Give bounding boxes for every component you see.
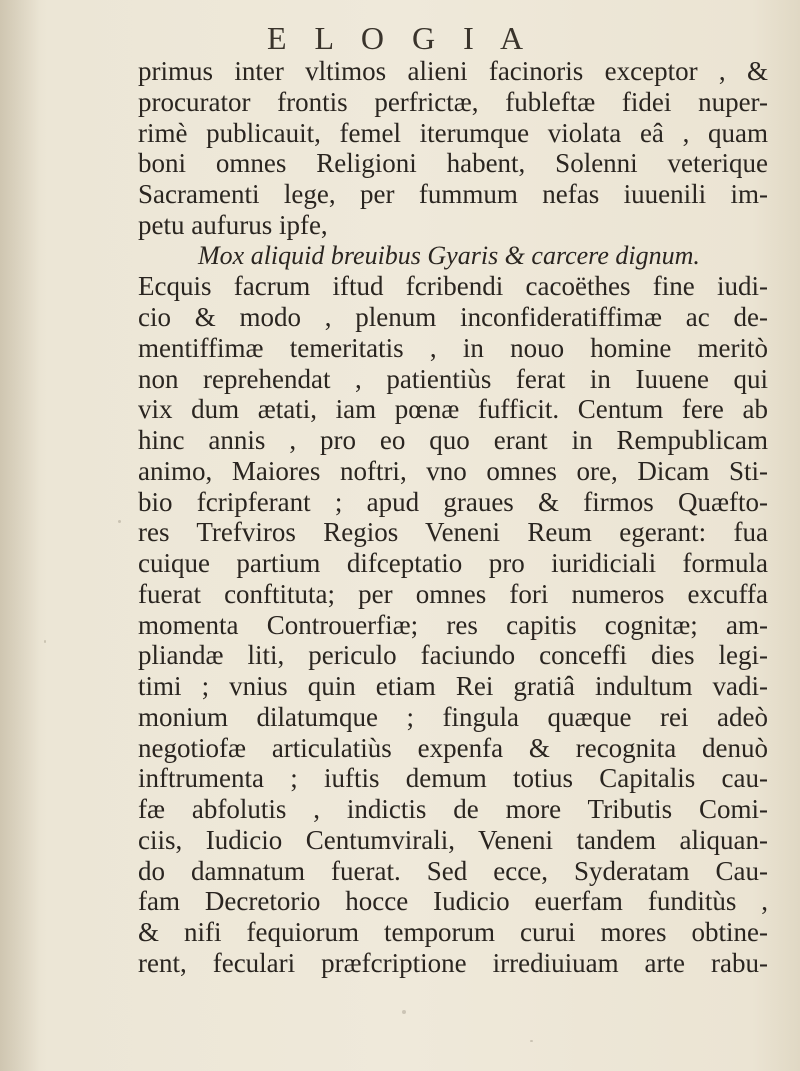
text-line: ciis, Iudicio Centumvirali, Veneni tandem aliquan- [138, 824, 768, 855]
text-line: fæ abfolutis , indictis de more Tributis Comi- [138, 794, 768, 824]
text-line: fuerat conftituta; per omnes fori numeros excuffa [138, 578, 768, 609]
page-gutter-shadow [0, 0, 40, 1071]
text-line: procurator frontis perfrictæ, fubleftæ fidei nuper- [138, 86, 768, 117]
text-line: mentiffimæ temeritatis , in nouo homine meritò [138, 332, 768, 363]
text-line: & nifi fequiorum temporum curui mores obtine- [138, 917, 768, 947]
text-line: non reprehendat , patientiùs ferat in Iuuene qui [138, 363, 768, 394]
text-line: animo, Maiores noftri, vno omnes ore, Dicam Sti- [138, 455, 768, 486]
text-line: petu aufurus ipfe, [138, 209, 328, 240]
text-line: hinc annis , pro eo quo erant in Rempublicam [138, 425, 768, 455]
text-line: fam Decretorio hocce Iudicio euerfam funditùs , [138, 886, 768, 917]
text-line: inftrumenta ; iuftis demum totius Capitalis cau- [138, 763, 768, 794]
text-line: bio fcripferant ; apud graues & firmos Quæfto- [138, 486, 768, 517]
text-line: res Trefviros Regios Veneni Reum egerant: fua [138, 517, 768, 548]
paper-speck [118, 520, 121, 523]
text-line: rimè publicauit, femel iterumque violata eâ , quam [138, 117, 768, 148]
running-head: E L O G I A [266, 20, 534, 56]
text-line: do damnatum fuerat. Sed ecce, Syderatam Cau- [138, 855, 768, 886]
text-line: monium dilatumque ; fingula quæque rei adeò [138, 701, 768, 732]
paper-speck [530, 1040, 533, 1042]
text-line: cio & modo , plenum inconfideratiffimæ ac de- [138, 302, 768, 332]
text-line: momenta Controuerfiæ; res capitis cognitæ; am- [138, 609, 768, 640]
text-line: vix dum ætati, iam pœnæ fufficit. Centum fere ab [138, 394, 768, 425]
text-line: pliandæ liti, periculo faciundo conceffi dies legi- [138, 640, 768, 671]
paper-speck [402, 1010, 406, 1014]
text-line: negotiofæ articulatiùs expenfa & recognita denuò [138, 732, 768, 763]
body-text [138, 56, 768, 979]
text-line: boni omnes Religioni habent, Solenni veterique [138, 148, 768, 179]
text-line: rent, feculari præfcriptione irrediuiuam arte rabu- [138, 947, 768, 978]
text-line: primus inter vltimos alieni facinoris exceptor , & [138, 56, 768, 86]
text-line: Sacramenti lege, per fummum nefas iuuenili im- [138, 179, 768, 209]
text-line: timi ; vnius quin etiam Rei gratiâ indultum vadi- [138, 671, 768, 701]
verse-quotation: Mox aliquid breuibus Gyaris & carcere dignum. [198, 240, 700, 270]
text-line: Ecquis facrum iftud fcribendi cacoëthes fine iudi- [138, 271, 768, 302]
text-line: cuique partium difceptatio pro iuridiciali formula [138, 548, 768, 578]
paper-speck [44, 640, 46, 643]
